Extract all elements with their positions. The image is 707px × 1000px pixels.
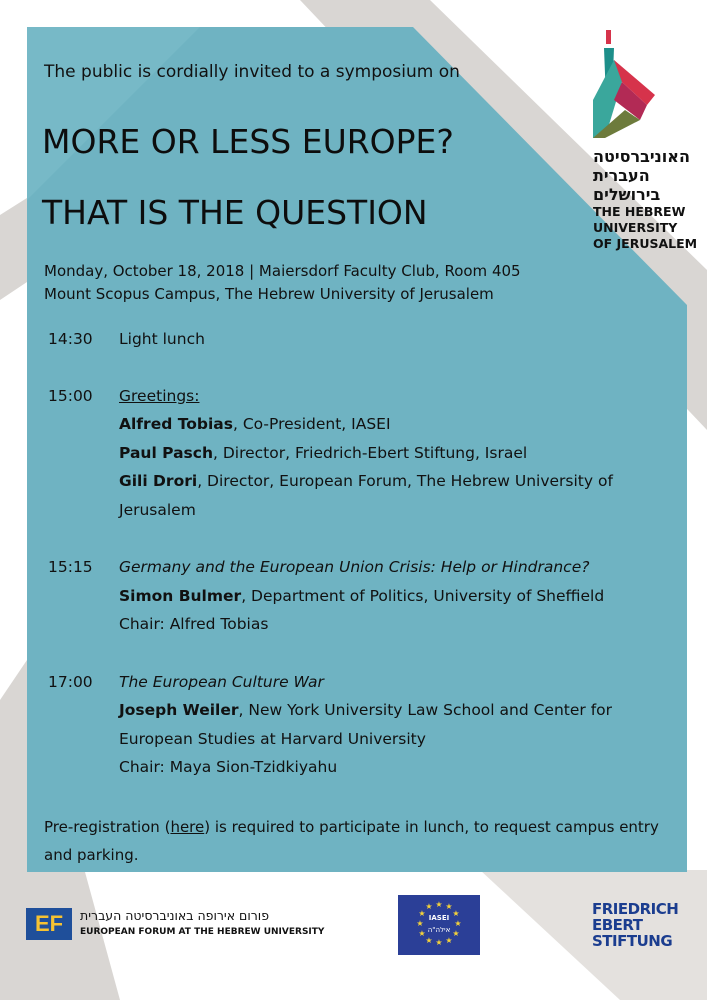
fes-logo-line: EBERT [592,916,643,934]
speaker-role-continued: European Studies at Harvard University [119,730,426,748]
svg-text:★: ★ [452,929,460,938]
svg-text:★: ★ [454,919,462,928]
svg-text:★: ★ [435,938,443,947]
svg-text:★: ★ [425,936,433,945]
event-campus: Mount Scopus Campus, The Hebrew University of Jerusalem [44,285,494,303]
speaker-role: , New York University Law School and Center for [238,701,613,719]
registration-note [44,813,664,869]
invitation-text: The public is cordially invited to a symposium on [44,62,460,82]
svg-text:★: ★ [445,902,453,911]
session-speaker [119,701,612,719]
session-speaker [119,587,604,605]
huji-logo-hebrew-line: האוניברסיטה [593,147,690,166]
greeting-speaker [119,472,613,490]
registration-link[interactable]: here [170,818,205,836]
svg-text:★: ★ [445,936,453,945]
huji-logo-mark [593,30,655,138]
european-forum-english: EUROPEAN FORUM AT THE HEBREW UNIVERSITY [80,927,325,937]
fes-logo-line: STIFTUNG [592,932,673,950]
iasei-label: IASEI [428,914,450,922]
european-forum-logo [26,908,72,940]
event-date-location: Monday, October 18, 2018 | Maiersdorf Faculty Club, Room 405 [44,262,521,280]
greetings-heading: Greetings: [119,387,200,405]
event-title-line-2: THAT IS THE QUESTION [42,193,428,232]
schedule-time: 17:00 [48,673,93,691]
event-title-line-1: MORE OR LESS EUROPE? [42,122,454,161]
huji-logo-english-line: UNIVERSITY [593,220,678,235]
speaker-role: , Director, Friedrich-Ebert Stiftung, Israel [213,444,528,462]
schedule-item-lunch: Light lunch [119,330,205,348]
huji-logo-english-line: OF JERUSALEM [593,236,698,251]
speaker-name: Paul Pasch [119,444,213,462]
european-forum-logo-mark: EF [34,911,64,936]
fes-logo-line: FRIEDRICH [592,900,679,918]
registration-text: ) is required to participate in lunch, to request campus entry and parking. [44,818,659,864]
huji-logo-english [593,204,697,252]
speaker-role: , Co-President, IASEI [232,415,391,433]
huji-logo-hebrew-line: העברית [593,166,650,185]
huji-logo-hebrew-line: בירושלים [593,185,661,204]
greeting-speaker [119,415,391,433]
session-title: The European Culture War [119,673,324,691]
speaker-name: Gili Drori [119,472,198,490]
svg-text:★: ★ [452,909,460,918]
schedule-time: 14:30 [48,330,93,348]
huji-logo-english-line: THE HEBREW [593,204,686,219]
iasei-hebrew-label: אילה"ה [427,926,451,934]
greeting-speaker [119,444,527,462]
european-forum-hebrew: פורום אירופה באוניברסיטה העברית [80,908,270,923]
speaker-name: Alfred Tobias [119,415,233,433]
svg-text:★: ★ [418,909,426,918]
iasei-logo [398,895,480,955]
speaker-name: Simon Bulmer [119,587,242,605]
schedule-time: 15:15 [48,558,93,576]
registration-text: Pre-registration ( [44,818,171,836]
speaker-role-continued: Jerusalem [119,501,196,519]
speaker-name: Joseph Weiler [119,701,239,719]
huji-logo-hebrew [593,147,693,204]
speaker-role: , Director, European Forum, The Hebrew University of [197,472,613,490]
svg-text:★: ★ [435,900,443,909]
svg-text:★: ★ [418,929,426,938]
speaker-role: , Department of Politics, University of Sheffield [241,587,605,605]
session-chair: Chair: Maya Sion-Tzidkiyahu [119,758,338,776]
fes-logo [592,901,678,949]
session-chair: Chair: Alfred Tobias [119,615,269,633]
eu-stars-icon [398,895,480,955]
session-title: Germany and the European Union Crisis: Help or Hindrance? [119,558,590,576]
svg-text:★: ★ [416,919,424,928]
svg-text:★: ★ [425,902,433,911]
schedule-time: 15:00 [48,387,93,405]
